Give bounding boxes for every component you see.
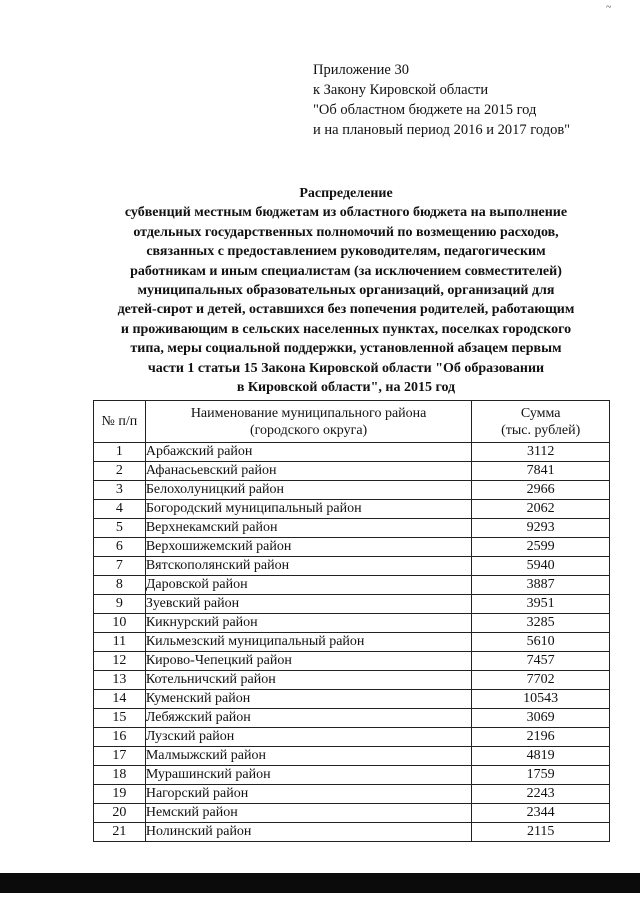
district-name: Верхнекамский район	[145, 519, 472, 538]
subvention-table	[93, 400, 610, 842]
row-number: 10	[94, 614, 146, 633]
row-number: 19	[94, 785, 146, 804]
subvention-sum: 7841	[472, 462, 610, 481]
district-name: Богородский муниципальный район	[145, 500, 472, 519]
row-number: 16	[94, 728, 146, 747]
district-name: Афанасьевский район	[145, 462, 472, 481]
district-name: Вятскополянский район	[145, 557, 472, 576]
row-number: 9	[94, 595, 146, 614]
row-number: 11	[94, 633, 146, 652]
table-row	[94, 519, 610, 538]
title-line: Распределение	[299, 186, 393, 201]
title-line: связанных с предоставлением руководителям, педагогическим	[146, 244, 546, 260]
table-row	[94, 595, 610, 614]
table-row	[94, 804, 610, 823]
header-line: Приложение 30	[313, 62, 409, 78]
subvention-sum: 3887	[472, 576, 610, 595]
subvention-sum: 3069	[472, 709, 610, 728]
subvention-sum: 2599	[472, 538, 610, 557]
subvention-sum: 3285	[472, 614, 610, 633]
header-name-line: (городского округа)	[249, 422, 368, 438]
table-row	[94, 614, 610, 633]
header-sum-line: Сумма	[520, 405, 561, 421]
row-number: 5	[94, 519, 146, 538]
row-number: 6	[94, 538, 146, 557]
title-line: муниципальных образовательных организаций, организаций для	[137, 283, 555, 299]
subvention-sum: 4819	[472, 747, 610, 766]
row-number: 20	[94, 804, 146, 823]
table-row	[94, 823, 610, 842]
row-number: 12	[94, 652, 146, 671]
district-name: Кирово-Чепецкий район	[145, 652, 472, 671]
subvention-sum: 2243	[472, 785, 610, 804]
row-number: 21	[94, 823, 146, 842]
title-line: отдельных государственных полномочий по возмещению расходов,	[133, 224, 559, 240]
table-row	[94, 557, 610, 576]
district-name: Малмыжский район	[145, 747, 472, 766]
district-name: Верхошижемский район	[145, 538, 472, 557]
district-name: Арбажский район	[145, 443, 472, 462]
table-row	[94, 538, 610, 557]
subvention-sum: 7457	[472, 652, 610, 671]
subvention-sum: 3951	[472, 595, 610, 614]
table-row	[94, 652, 610, 671]
table-row	[94, 443, 610, 462]
subvention-sum: 1759	[472, 766, 610, 785]
district-name: Мурашинский район	[145, 766, 472, 785]
district-name: Немский район	[145, 804, 472, 823]
header-name-line: Наименование муниципального района	[190, 405, 427, 421]
title-line: субвенций местным бюджетам из областного бюджета на выполнение	[124, 205, 568, 221]
subvention-sum: 2115	[472, 823, 610, 842]
header-line: к Закону Кировской области	[313, 82, 489, 98]
subvention-sum: 10543	[472, 690, 610, 709]
title-line: работникам и иным специалистам (за исключением совместителей)	[130, 263, 562, 279]
appendix-header	[313, 60, 613, 140]
table-row	[94, 709, 610, 728]
district-name: Кикнурский район	[145, 614, 472, 633]
header-sum	[472, 401, 610, 443]
row-number: 8	[94, 576, 146, 595]
district-name: Даровской район	[145, 576, 472, 595]
row-number: 13	[94, 671, 146, 690]
table-row	[94, 766, 610, 785]
table-row	[94, 747, 610, 766]
subvention-sum: 2344	[472, 804, 610, 823]
table-row	[94, 462, 610, 481]
subvention-sum: 9293	[472, 519, 610, 538]
table-row	[94, 500, 610, 519]
title-line: в Кировской области", на 2015 год	[236, 380, 456, 396]
district-name: Лузский район	[145, 728, 472, 747]
subvention-sum: 5610	[472, 633, 610, 652]
row-number: 17	[94, 747, 146, 766]
district-name: Нолинский район	[145, 823, 472, 842]
row-number: 2	[94, 462, 146, 481]
table-row	[94, 633, 610, 652]
district-name: Куменский район	[145, 690, 472, 709]
district-name: Нагорский район	[145, 785, 472, 804]
table-row	[94, 728, 610, 747]
row-number: 15	[94, 709, 146, 728]
table-row	[94, 690, 610, 709]
row-number: 3	[94, 481, 146, 500]
header-num: № п/п	[94, 401, 146, 443]
district-name: Кильмезский муниципальный район	[145, 633, 472, 652]
subvention-sum: 2062	[472, 500, 610, 519]
subvention-sum: 3112	[472, 443, 610, 462]
row-number: 14	[94, 690, 146, 709]
row-number: 7	[94, 557, 146, 576]
table-row	[94, 671, 610, 690]
subvention-sum: 7702	[472, 671, 610, 690]
title-line: типа, меры социальной поддержки, установленной абзацем первым	[130, 341, 562, 357]
row-number: 18	[94, 766, 146, 785]
header-sum-line: (тыс. рублей)	[501, 422, 581, 438]
document-title	[40, 184, 640, 397]
district-name: Котельничский район	[145, 671, 472, 690]
district-name: Белохолуницкий район	[145, 481, 472, 500]
title-line: и проживающим в сельских населенных пунктах, поселках городского	[120, 321, 572, 337]
title-line: детей-сирот и детей, оставшихся без попечения родителей, работающим	[117, 302, 575, 318]
subvention-sum: 5940	[472, 557, 610, 576]
corner-mark: ~	[606, 2, 612, 13]
header-line: и на плановый период 2016 и 2017 годов"	[313, 122, 571, 138]
table-header-row	[94, 401, 610, 443]
title-line: части 1 статьи 15 Закона Кировской области "Об образовании	[147, 360, 545, 376]
header-line: "Об областном бюджете на 2015 год	[313, 102, 537, 118]
subvention-sum: 2196	[472, 728, 610, 747]
row-number: 4	[94, 500, 146, 519]
district-name: Зуевский район	[145, 595, 472, 614]
district-name: Лебяжский район	[145, 709, 472, 728]
table-row	[94, 576, 610, 595]
header-name	[145, 401, 472, 443]
scan-edge-bar	[0, 873, 640, 893]
subvention-sum: 2966	[472, 481, 610, 500]
row-number: 1	[94, 443, 146, 462]
table-row	[94, 481, 610, 500]
table-row	[94, 785, 610, 804]
